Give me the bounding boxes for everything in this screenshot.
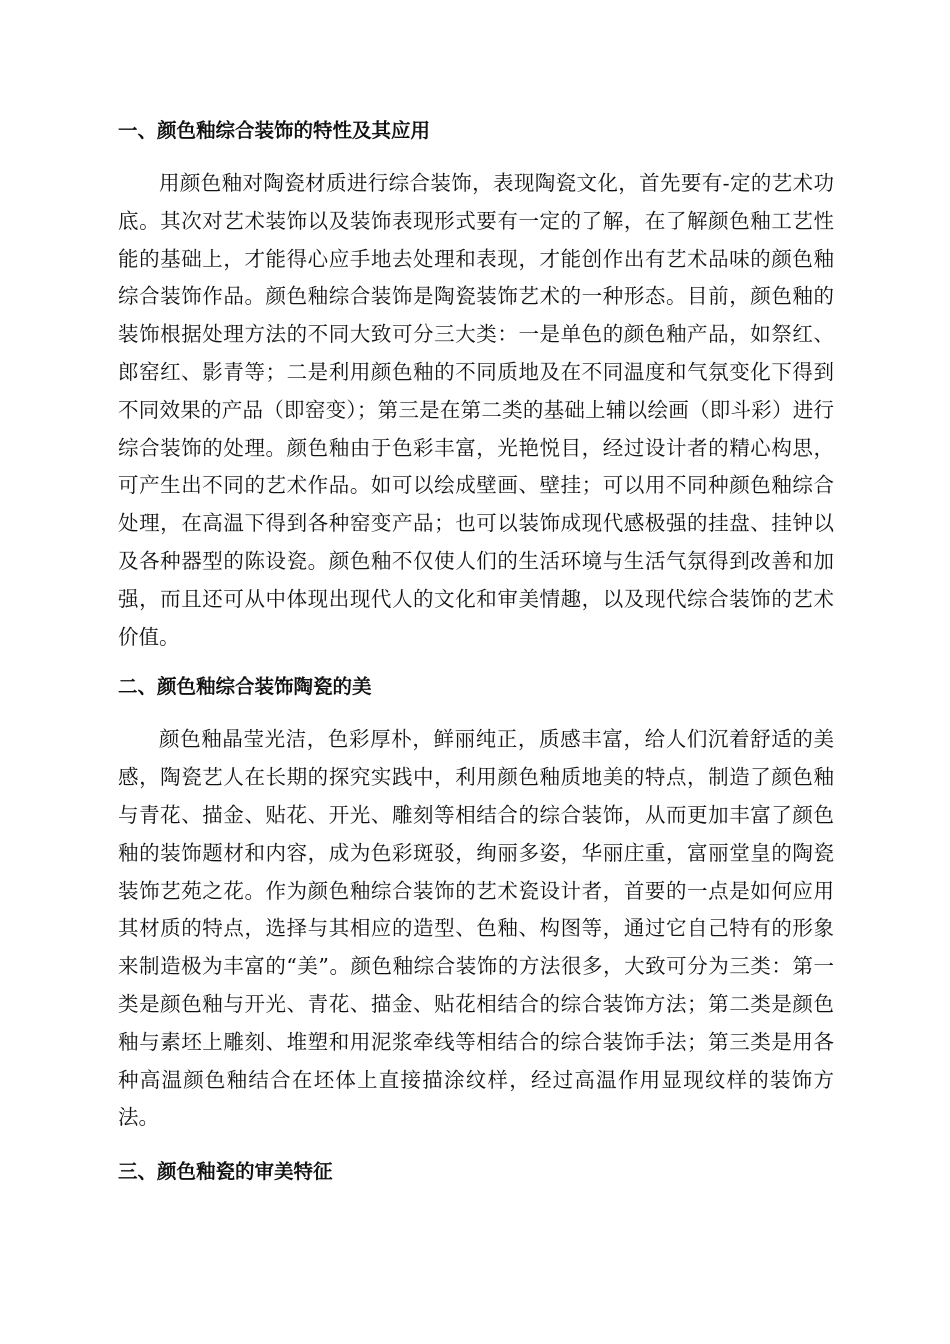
section-paragraph-1: 用颜色釉对陶瓷材质进行综合装饰，表现陶瓷文化，首先要有-定的艺术功底。其次对艺术装饰以及装饰表现形式要有一定的了解，在了解颜色釉工艺性能的基础上，才能得心应手地去处理和表现，才能创作出有艺术品味的颜色釉综合装饰作品。颜色釉综合装饰是陶瓷装饰艺术的一种形态。目前，颜色釉的装饰根据处理方法的不同大致可分三大类：一是单色的颜色釉产品，如祭红、郎窑红、影青等；二是利用颜色釉的不同质地及在不同温度和气氛变化下得到不同效果的产品（即窑变）；第三是在第二类的基础上辅以绘画（即斗彩）进行综合装饰的处理。颜色釉由于色彩丰富，光艳悦目，经过设计者的精心构思，可产生出不同的艺术作品。如可以绘成壁画、壁挂；可以用不同种颜色釉综合处理，在高温下得到各种窑变产品；也可以装饰成现代感极强的挂盘、挂钟以及各种器型的陈设瓷。颜色釉不仅使人们的生活环境与生活气氛得到改善和加强，而且还可从中体现出现代人的文化和审美情趣，以及现代综合装饰的艺术价值。 [118,171,834,649]
section-heading-3: 三、颜色釉瓷的审美特征 [118,1160,333,1184]
section-paragraph-2: 颜色釉晶莹光洁，色彩厚朴，鲜丽纯正，质感丰富，给人们沉着舒适的美感，陶瓷艺人在长期的探究实践中，利用颜色釉质地美的特点，制造了颜色釉与青花、描金、贴花、开光、雕刻等相结合的综合装饰，从而更加丰富了颜色釉的装饰题材和内容，成为色彩斑驳，绚丽多姿，华丽庄重，富丽堂皇的陶瓷装饰艺苑之花。作为颜色釉综合装饰的艺术瓷设计者，首要的一点是如何应用其材质的特点，选择与其相应的造型、色釉、构图等，通过它自己特有的形象来制造极为丰富的“美”。颜色釉综合装饰的方法很多，大致可分为三类：第一类是颜色釉与开光、青花、描金、贴花相结合的综合装饰方法；第二类是颜色釉与素坯上雕刻、堆塑和用泥浆牵线等相结合的综合装饰手法；第三类是用各种高温颜色釉结合在坯体上直接描涂纹样，经过高温作用显现纹样的装饰方法。 [118,727,834,1130]
section-heading-1: 一、颜色釉综合装饰的特性及其应用 [118,119,431,142]
document-body [118,113,834,1190]
section-heading-2: 二、颜色釉综合装饰陶瓷的美 [118,675,372,699]
